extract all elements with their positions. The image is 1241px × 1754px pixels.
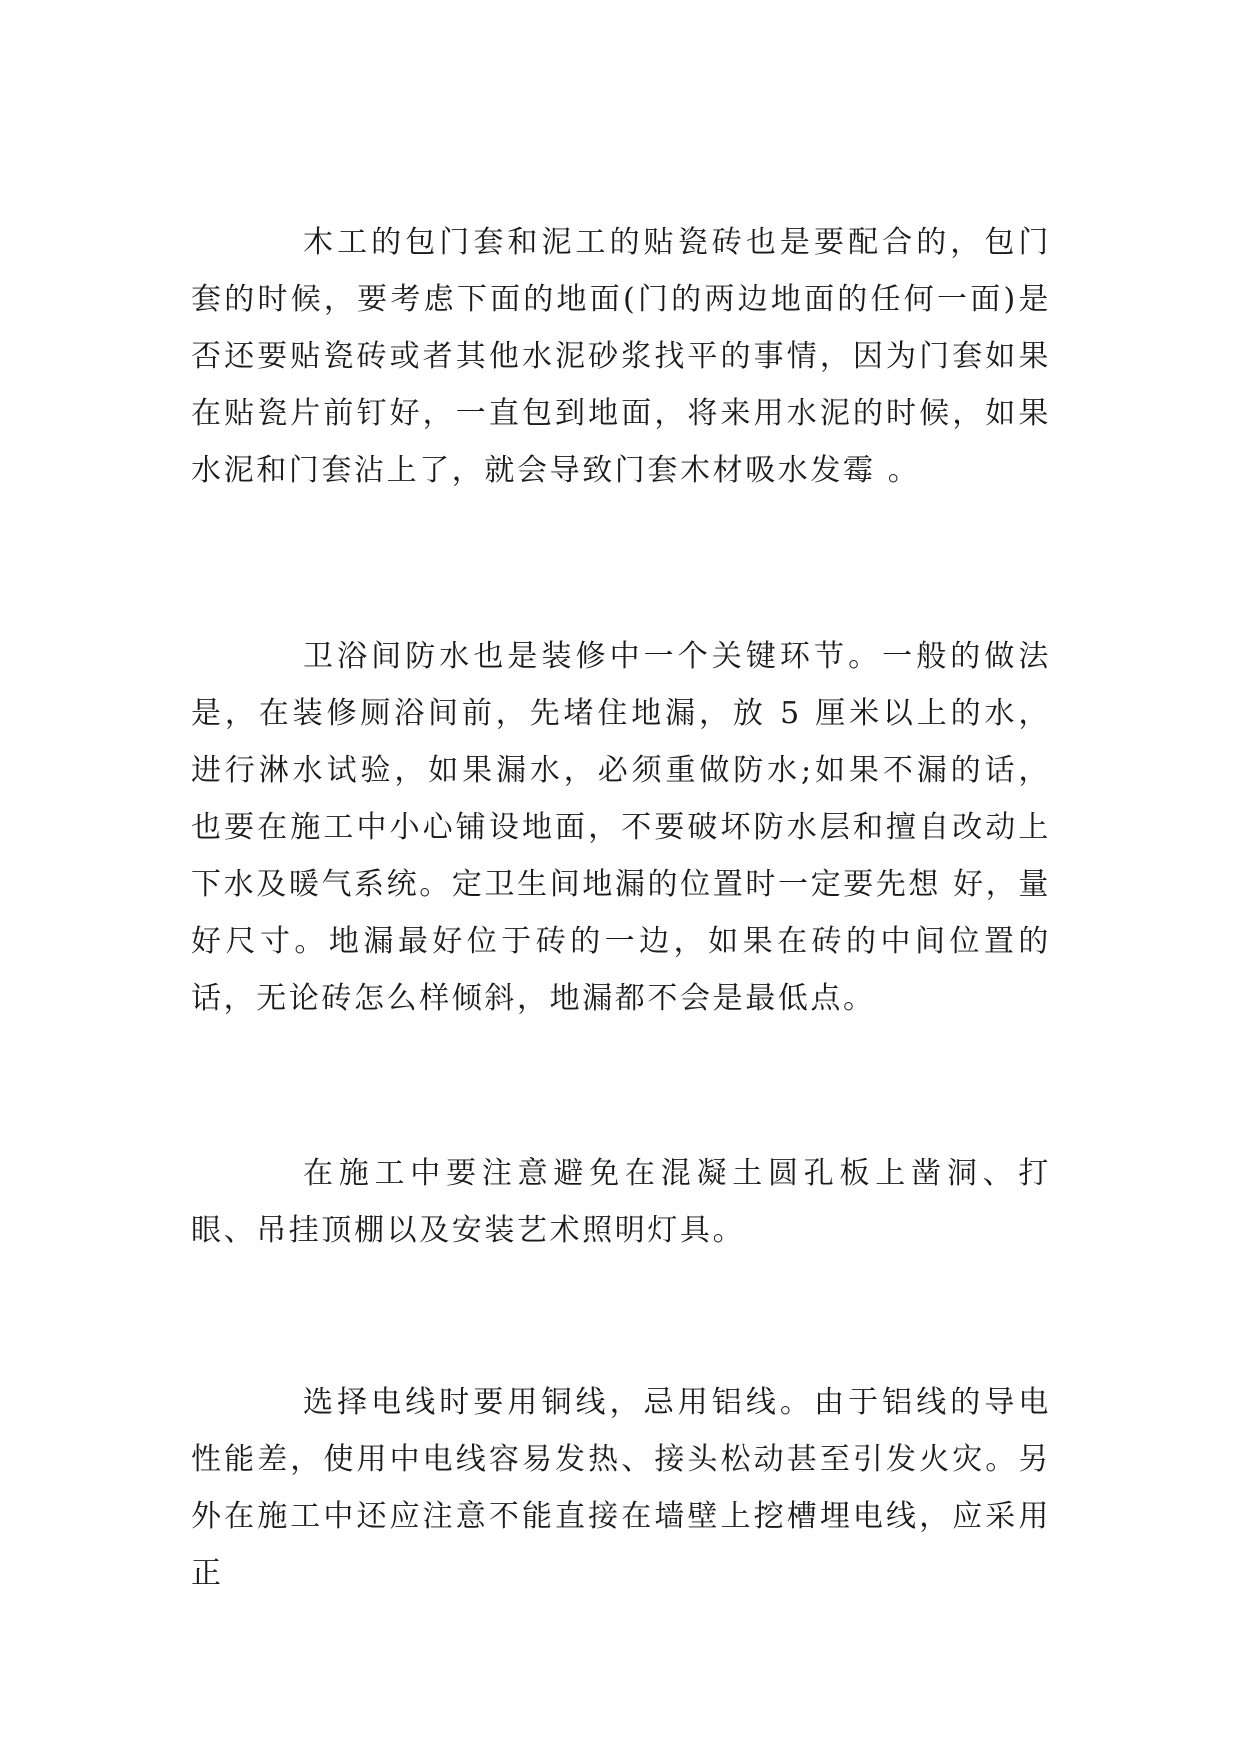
paragraph-electrical-wiring: 选择电线时要用铜线，忌用铝线。由于铝线的导电性能差，使用中电线容易发热、接头松动甚至引发火灾。另外在施工中还应注意不能直接在墙壁上挖槽埋电线，应采用正 <box>191 1385 1051 1591</box>
paragraph-bathroom-waterproofing: 卫浴间防水也是装修中一个关键环节。一般的做法是，在装修厕浴间前，先堵住地漏，放 5 厘米以上的水，进行淋水试验，如果漏水，必须重做防水;如果不漏的话，也要在施工中小心铺设地面，不要破坏防水层和擅自改动上下水及暖气系统。定卫生间地漏的位置时一定要先想 好，量好尺寸。地漏最好位于砖的一边，如果在砖的中间位置的话，无论砖怎么样倾斜，地漏都不会是最低点。 <box>191 639 1051 1016</box>
paragraph-door-frame-tiling: 木工的包门套和泥工的贴瓷砖也是要配合的，包门套的时候，要考虑下面的地面(门的两边地面的任何一面)是否还要贴瓷砖或者其他水泥砂浆找平的事情，因为门套如果在贴瓷片前钉好，一直包到地面，将来用水泥的时候，如果水泥和门套沾上了，就会导致门套木材吸水发霉 。 <box>191 225 1051 488</box>
paragraph-concrete-slab-caution: 在施工中要注意避免在混凝土圆孔板上凿洞、打眼、吊挂顶棚以及安装艺术照明灯具。 <box>191 1156 1051 1248</box>
